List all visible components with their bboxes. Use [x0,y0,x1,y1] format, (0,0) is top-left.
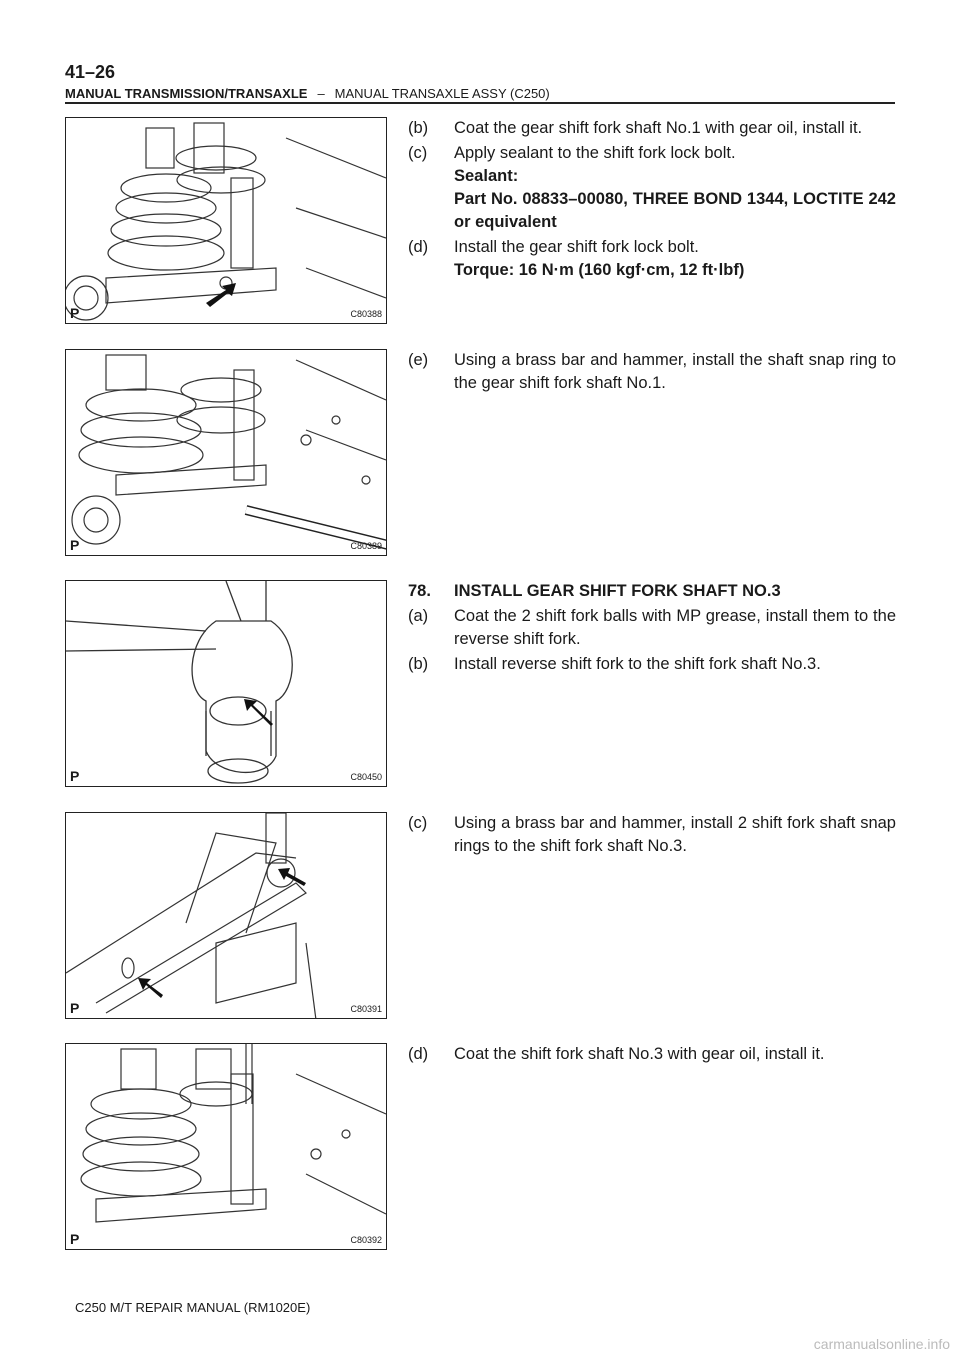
figure-p-mark: P [70,305,80,321]
figure-code: C80388 [350,309,382,319]
torque-spec: Torque: 16 N·m (160 kgf·cm, 12 ft·lbf) [454,261,745,279]
figure-p-mark: P [70,1000,80,1016]
figure-p-mark: P [70,1231,80,1247]
figure-c80388 [65,117,387,324]
instruction-block-2 [408,349,896,397]
step-text: Using a brass bar and hammer, install the shaft snap ring to the gear shift fork shaft No.1. [454,351,896,392]
step-label: (d) [408,1045,429,1063]
step-c [408,142,896,234]
step-label: (b) [408,119,429,137]
step-a [408,605,896,651]
step-b [408,117,896,140]
heading-number: 78. [408,582,431,600]
step-label: (e) [408,351,429,369]
step-d [408,236,896,282]
header-rule [65,102,895,104]
header-subsection: MANUAL TRANSAXLE ASSY (C250) [334,86,550,101]
step-label: (a) [408,607,429,625]
figure-c80392 [65,1043,387,1250]
step-text [454,236,896,282]
shaft-no3-install-illustration [66,1044,387,1250]
sealant-label: Sealant: [454,167,519,185]
shift-fork-shaft-illustration [66,813,387,1019]
watermark: carmanualsonline.info [813,1336,950,1352]
step-text [454,142,896,234]
gear-assembly-illustration [66,118,387,324]
page-header [65,86,895,101]
step-text: Coat the gear shift fork shaft No.1 with gear oil, install it. [454,119,863,137]
instruction-block-4 [408,812,896,860]
heading-text: INSTALL GEAR SHIFT FORK SHAFT NO.3 [454,582,781,600]
reverse-shift-fork-illustration [66,581,387,787]
step-label: (d) [408,238,429,256]
step-label: (c) [408,814,428,832]
figure-code: C80450 [350,772,382,782]
instruction-block-5 [408,1043,896,1068]
figure-c80389 [65,349,387,556]
section-heading-78 [408,580,896,603]
step-main-text: Apply sealant to the shift fork lock bolt. [454,144,736,162]
figure-p-mark: P [70,537,80,553]
step-b [408,653,896,676]
figure-c80450 [65,580,387,787]
instruction-block-3 [408,580,896,678]
step-text: Using a brass bar and hammer, install 2 shift fork shaft snap rings to the shift fork shaft No.3. [454,814,896,855]
figure-code: C80389 [350,541,382,551]
step-d [408,1043,896,1066]
header-section: MANUAL TRANSMISSION/TRANSAXLE [65,86,308,101]
step-main-text: Install the gear shift fork lock bolt. [454,238,699,256]
step-e [408,349,896,395]
page-footer: C250 M/T REPAIR MANUAL (RM1020E) [75,1300,311,1315]
instruction-block-1 [408,117,896,284]
figure-code: C80391 [350,1004,382,1014]
figure-code: C80392 [350,1235,382,1245]
sealant-spec: Part No. 08833–00080, THREE BOND 1344, LOCTITE 242 or equivalent [454,190,896,231]
step-label: (b) [408,655,429,673]
page-number: 41–26 [65,62,116,82]
step-text: Coat the shift fork shaft No.3 with gear oil, install it. [454,1045,825,1063]
step-c [408,812,896,858]
step-text: Install reverse shift fork to the shift fork shaft No.3. [454,655,821,673]
figure-c80391 [65,812,387,1019]
header-separator: – [317,86,325,101]
step-label: (c) [408,144,428,162]
step-text: Coat the 2 shift fork balls with MP grease, install them to the reverse shift fork. [454,607,896,648]
snap-ring-install-illustration [66,350,387,556]
figure-p-mark: P [70,768,80,784]
